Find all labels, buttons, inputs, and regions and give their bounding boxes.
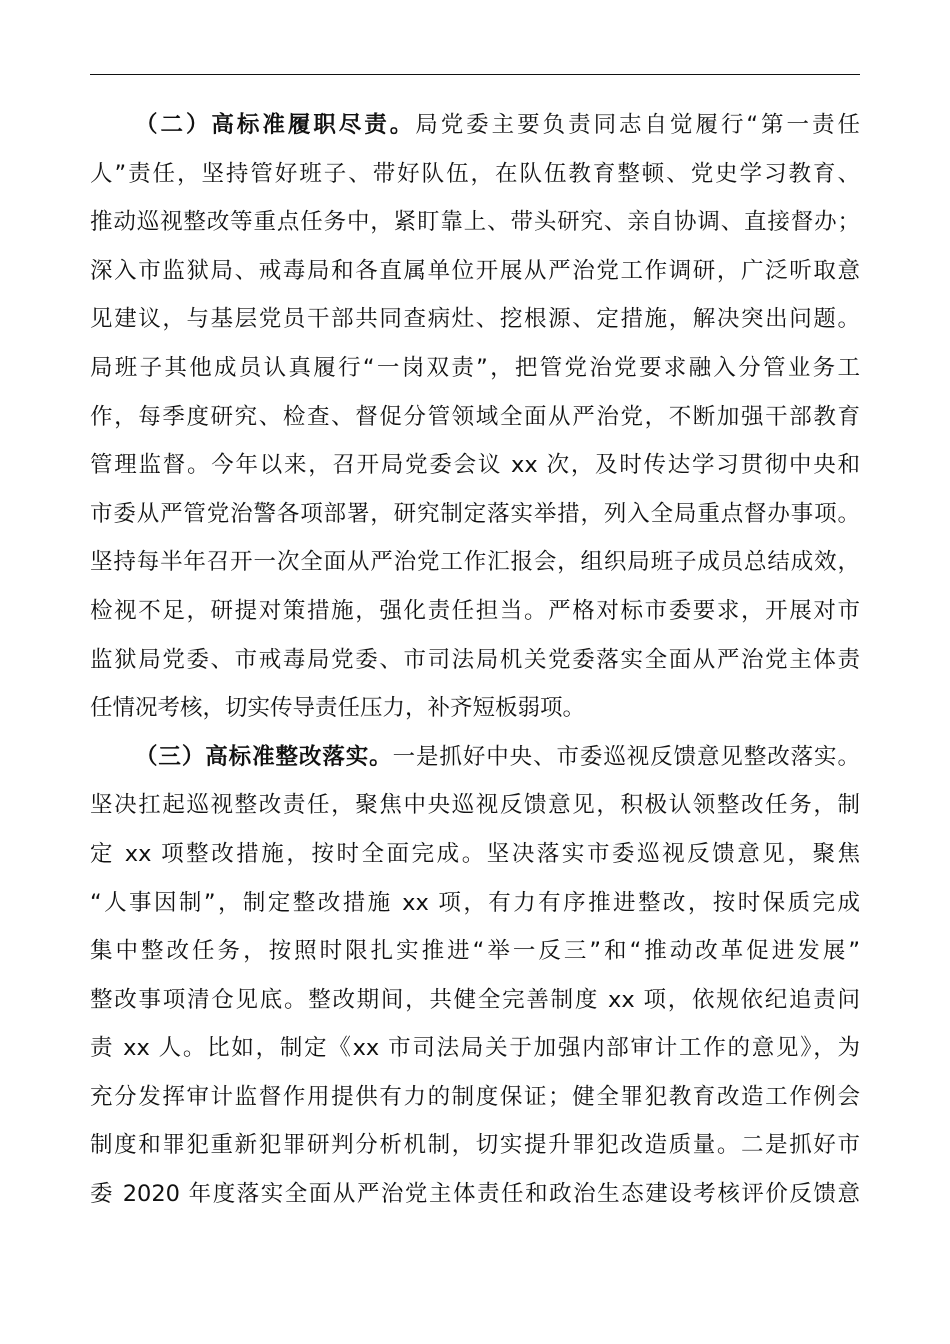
paragraph-line: 局班子其他成员认真履行“一岗双责”，把管党治党要求融入分管业务工 [90, 354, 860, 381]
paragraph-line: 检视不足，研提对策措施，强化责任担当。严格对标市委要求，开展对市 [90, 597, 860, 624]
paragraph-line: 作，每季度研究、检查、督促分管领域全面从严治党，不断加强干部教育 [90, 403, 860, 430]
paragraph-line: 人”责任，坚持管好班子、带好队伍，在队伍教育整顿、党史学习教育、 [90, 160, 860, 187]
paragraph-line [90, 733, 860, 782]
paragraph-line: 市委从严管党治警各项部署，研究制定落实举措，列入全局重点督办事项。 [90, 500, 860, 527]
paragraph-line: 制度和罪犯重新犯罪研判分析机制，切实提升罪犯改造质量。二是抓好市 [90, 1132, 860, 1159]
document-body [90, 101, 860, 1219]
paragraph-line: 深入市监狱局、戒毒局和各直属单位开展从严治党工作调研，广泛听取意 [90, 257, 860, 284]
paragraph-line: 责 xx 人。比如，制定《xx 市司法局关于加强内部审计工作的意见》，为 [90, 1035, 860, 1062]
paragraph-line: 定 xx 项整改措施，按时全面完成。坚决落实市委巡视反馈意见，聚焦 [90, 840, 860, 867]
paragraph-line: 推动巡视整改等重点任务中，紧盯靠上、带头研究、亲自协调、直接督办； [90, 209, 860, 236]
paragraph-line: 坚持每半年召开一次全面从严治党工作汇报会，组织局班子成员总结成效， [90, 549, 860, 576]
paragraph-line: 管理监督。今年以来，召开局党委会议 xx 次，及时传达学习贯彻中央和 [90, 452, 860, 479]
paragraph-line: 委 2020 年度落实全面从严治党主体责任和政治生态建设考核评价反馈意 [90, 1181, 860, 1208]
section-heading: （二）高标准履职尽责。 [135, 112, 416, 138]
paragraph-line: 监狱局党委、市戒毒局党委、市司法局机关党委落实全面从严治党主体责 [90, 646, 860, 673]
paragraph-text: 局党委主要负责同志自觉履行“第一责任 [415, 112, 860, 138]
section-heading: （三）高标准整改落实。 [135, 743, 393, 770]
paragraph-line: 见建议，与基层党员干部共同查病灶、挖根源、定措施，解决突出问题。 [90, 306, 860, 333]
paragraph-line: 任情况考核，切实传导责任压力，补齐短板弱项。 [90, 695, 586, 722]
paragraph-text: 一是抓好中央、市委巡视反馈意见整改落实。 [392, 743, 860, 770]
paragraph-line: “人事因制”，制定整改措施 xx 项，有力有序推进整改，按时保质完成 [90, 889, 860, 916]
header-rule [90, 74, 860, 75]
paragraph-line [90, 101, 860, 150]
paragraph-line: 集中整改任务，按照时限扎实推进“举一反三”和“推动改革促进发展” [90, 938, 860, 965]
paragraph-line: 坚决扛起巡视整改责任，聚焦中央巡视反馈意见，积极认领整改任务，制 [90, 792, 860, 819]
paragraph-line: 整改事项清仓见底。整改期间，共健全完善制度 xx 项，依规依纪追责问 [90, 986, 860, 1013]
paragraph-line: 充分发挥审计监督作用提供有力的制度保证；健全罪犯教育改造工作例会 [90, 1083, 860, 1110]
